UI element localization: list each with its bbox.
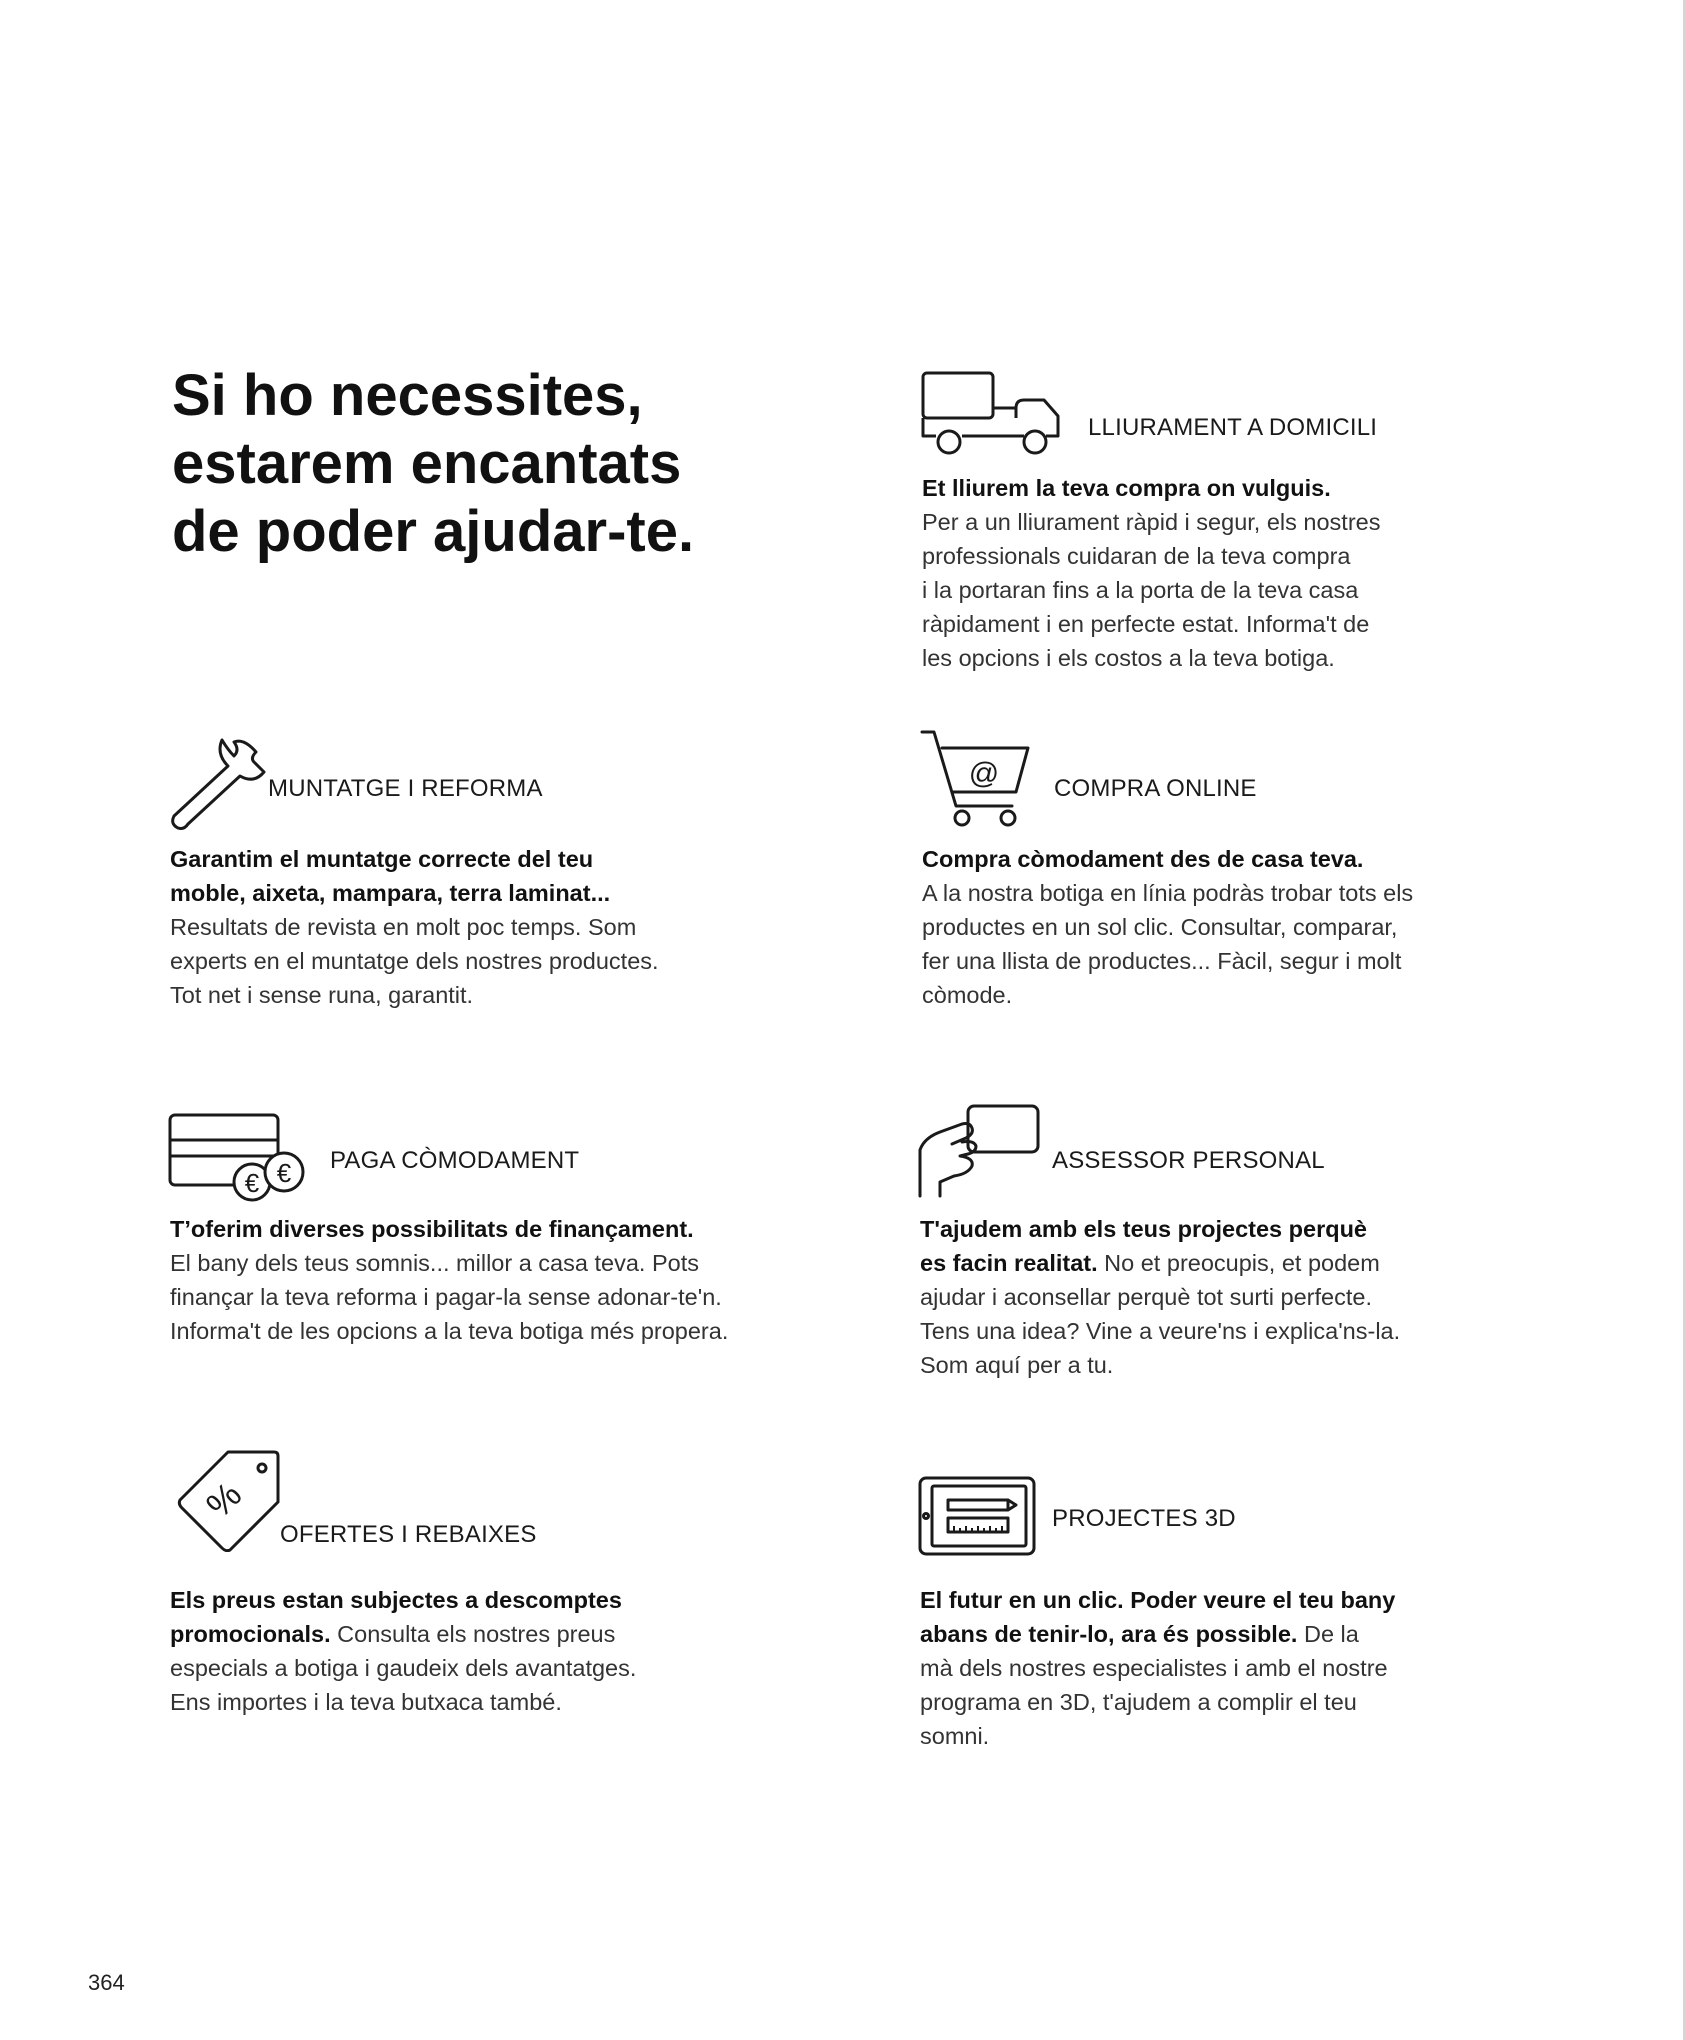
- page-headline: Si ho necessites, estarem encantats de poder ajudar-te.: [172, 363, 695, 564]
- price-tag-icon: [176, 1448, 280, 1552]
- online-title: COMPRA ONLINE: [1054, 775, 1257, 802]
- projects3d-title: PROJECTES 3D: [1052, 1505, 1236, 1532]
- assembly-title: MUNTATGE I REFORMA: [268, 775, 543, 802]
- tablet-blueprint-icon: [918, 1476, 1036, 1556]
- svg-text:€: €: [276, 1158, 292, 1188]
- advisor-text: T'ajudem amb els teus projectes perquè es facin realitat. No et preocupis, et podem ajudar i aconsellar perquè tot surti perfecte. Tens una idea? Vine a veure'ns i explica'ns-la. Som aquí per a tu.: [920, 1216, 1401, 1378]
- projects3d-text: El futur en un clic. Poder veure el teu bany abans de tenir-lo, ara és possible. De la mà dels nostres especialistes i amb el nostre programa en 3D, t'ajudem a complir el teu somni.: [920, 1587, 1396, 1749]
- shopping-cart-icon: [920, 728, 1030, 830]
- delivery-title: LLIURAMENT A DOMICILI: [1088, 414, 1378, 441]
- offers-text: Els preus estan subjectes a descomptes promocionals. Consulta els nostres preus especials a botiga i gaudeix dels avantatges. Ens importes i la teva butxaca també.: [170, 1587, 637, 1715]
- payment-title: PAGA CÒMODAMENT: [330, 1147, 580, 1174]
- svg-text:%: %: [197, 1473, 250, 1526]
- delivery-text: Et lliurem la teva compra on vulguis. Per a un lliurament ràpid i segur, els nostres professionals cuidaran de la teva compra i la portaran fins a la porta de la teva casa ràpidament i en perfecte estat. Informa't de les opcions i els costos a la teva botiga.: [922, 475, 1381, 671]
- svg-text:@: @: [968, 757, 1000, 790]
- payment-text: T’oferim diverses possibilitats de finançament. El bany dels teus somnis... millor a casa teva. Pots finançar la teva reforma i pagar-la sense adonar-te'n. Informa't de les opcions a la teva botiga més propera.: [170, 1216, 729, 1344]
- svg-text:€: €: [244, 1168, 260, 1198]
- advisor-title: ASSESSOR PERSONAL: [1052, 1147, 1325, 1174]
- wrench-icon: [166, 732, 266, 832]
- page-number: 364: [88, 1970, 125, 1995]
- hand-card-icon: [918, 1104, 1040, 1198]
- assembly-text: Garantim el muntatge correcte del teu moble, aixeta, mampara, terra laminat... Resultats de revista en molt poc temps. Som experts en el muntatge dels nostres productes. Tot net i sense runa, garantit.: [170, 846, 659, 1008]
- credit-card-icon: [168, 1112, 310, 1204]
- delivery-truck-icon: [920, 370, 1060, 456]
- online-text: Compra còmodament des de casa teva. A la nostra botiga en línia podràs trobar tots els productes en un sol clic. Consultar, comparar, fer una llista de productes... Fàcil, segur i molt còmode.: [922, 846, 1414, 1008]
- offers-title: OFERTES I REBAIXES: [280, 1521, 537, 1548]
